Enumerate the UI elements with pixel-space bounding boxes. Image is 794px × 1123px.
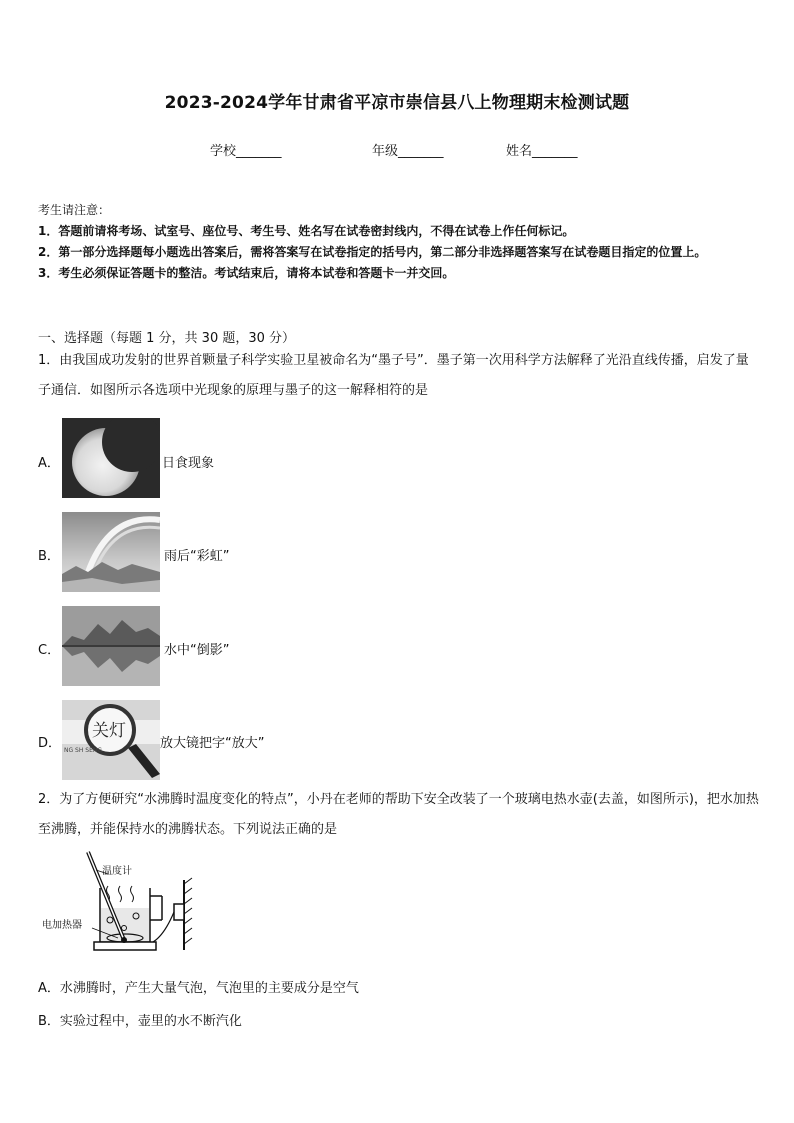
question-2-option-a: A．水沸腾时，产生大量气泡，气泡里的主要成分是空气 xyxy=(38,981,359,996)
section-heading: 一、选择题（每题 1 分，共 30 题，30 分） xyxy=(38,331,296,346)
magnifier-word: 关灯 xyxy=(92,721,126,741)
notice-heading: 考生请注意： xyxy=(38,203,111,217)
option-b-label: B． xyxy=(38,549,60,564)
magnifier-subtext: NG SH SENG xyxy=(64,747,103,754)
solar-eclipse-image xyxy=(62,418,160,498)
name-field: 姓名_______ xyxy=(506,144,578,159)
question-1-stem: 1．由我国成功发射的世界首颗量子科学实验卫星被命名为“墨子号”．墨子第一次用科学方法解释了光沿直线传播，启发了量子通信．如图所示各选项中光现象的原理与墨子的这一解释相符的是 xyxy=(38,353,749,398)
rainbow-image xyxy=(62,512,160,592)
option-c-label: C． xyxy=(38,643,61,658)
water-reflection-image xyxy=(62,606,160,686)
option-d-label: D． xyxy=(38,736,62,751)
question-2-option-b: B．实验过程中，壶里的水不断汽化 xyxy=(38,1014,242,1029)
notice-item-3: 3．考生必须保证答题卡的整洁。考试结束后，请将本试卷和答题卡一并交回。 xyxy=(38,266,455,280)
option-a-label: A． xyxy=(38,456,60,471)
grade-field: 年级_______ xyxy=(372,144,444,159)
option-d-text: 放大镜把字“放大” xyxy=(160,736,265,751)
option-b-text: 雨后“彩虹” xyxy=(164,549,230,564)
option-c-text: 水中“倒影” xyxy=(164,643,230,658)
notice-item-1: 1．答题前请将考场、试室号、座位号、考生号、姓名写在试卷密封线内，不得在试卷上作任何标记。 xyxy=(38,224,575,238)
kettle-diagram xyxy=(38,850,198,970)
magnifier-image xyxy=(62,700,160,780)
school-field: 学校_______ xyxy=(210,144,282,159)
notice-block xyxy=(38,200,760,284)
notice-item-2: 2．第一部分选择题每小题选出答案后，需将答案写在试卷指定的括号内，第二部分非选择题答案写在试卷题目指定的位置上。 xyxy=(38,245,707,259)
question-2-stem: 2．为了方便研究“水沸腾时温度变化的特点”，小丹在老师的帮助下安全改装了一个玻璃电热水壶(去盖，如图所示)，把水加热至沸腾，并能保持水的沸腾状态。下列说法正确的是 xyxy=(38,792,759,837)
heater-label: 电加热器 xyxy=(42,920,82,931)
page-title: 2023-2024学年甘肃省平凉市崇信县八上物理期末检测试题 xyxy=(164,93,630,113)
thermometer-label: 温度计 xyxy=(102,866,132,877)
option-a-text: 日食现象 xyxy=(162,456,215,471)
